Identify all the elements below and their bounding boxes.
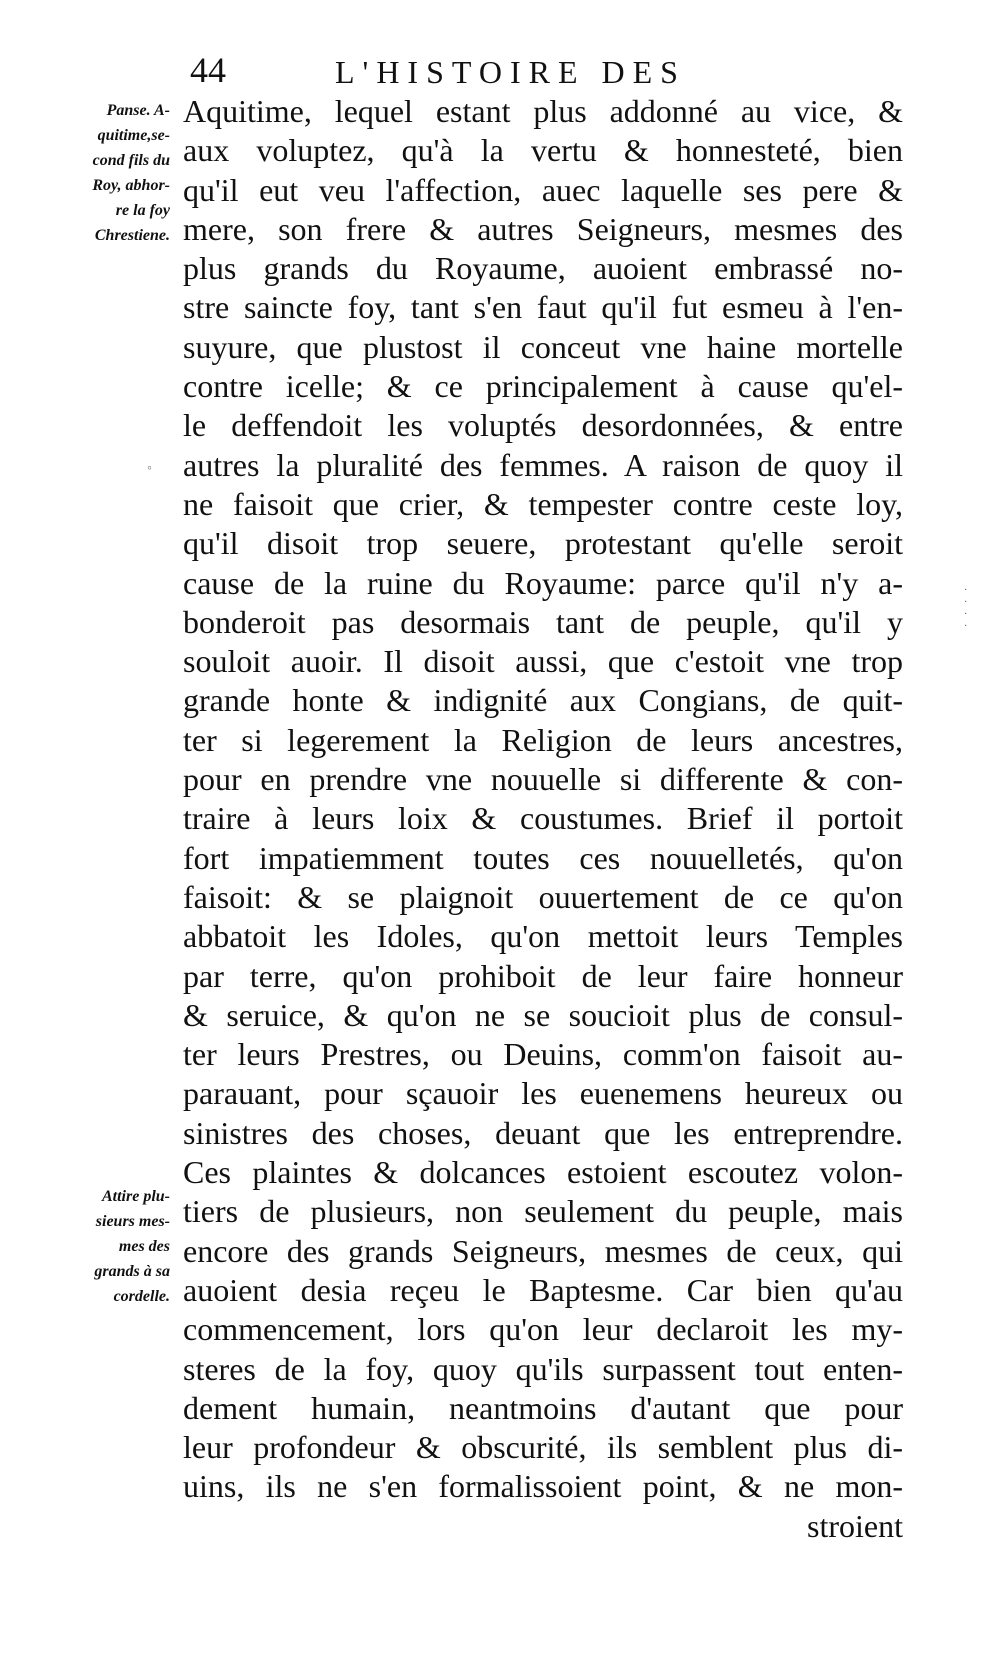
text-line: encore des grands Seigneurs, mesmes de ceux, qui [183, 1232, 903, 1269]
page-number: 44 [190, 50, 226, 90]
text-line: ter si legerement la Religion de leurs ancestres, [183, 721, 903, 758]
text-line: suyure, que plustost il conceut vne haine mortelle [183, 328, 903, 365]
margin-note-line: Panse. A- [106, 102, 170, 119]
margin-note-line: Attire plu- [101, 1188, 170, 1205]
margin-note-line: Chrestiene. [94, 227, 170, 244]
text-line: stre saincte foy, tant s'en faut qu'il fut esmeu à l'en- [183, 289, 903, 326]
text-line: steres de la foy, quoy qu'ils surpassent tout enten- [183, 1350, 903, 1387]
text-line: qu'il eut veu l'affection, auec laquelle ses pere & [183, 171, 903, 208]
text-line: dement humain, neantmoins d'autant que pour [183, 1389, 903, 1426]
text-line: aux voluptez, qu'à la vertu & honnesteté, bien [183, 132, 903, 169]
text-line: pour en prendre vne nouuelle si differente & con- [183, 761, 903, 798]
text-line: cause de la ruine du Royaume: parce qu'il n'y a- [183, 564, 903, 601]
text-line: & seruice, & qu'on ne se soucioit plus de consul- [183, 996, 903, 1033]
margin-note-line: grands à sa [94, 1263, 170, 1280]
body-text [183, 92, 903, 1546]
margin-note-line: quitime,se- [97, 127, 170, 144]
text-line: souloit auoir. Il disoit aussi, que c'estoit vne trop [183, 643, 903, 680]
text-line: mere, son frere & autres Seigneurs, mesmes des [183, 210, 903, 247]
margin-note-line: cordelle. [113, 1288, 170, 1305]
margin-note-line: cond fils du [92, 152, 170, 169]
text-line: bonderoit pas desormais tant de peuple, qu'il y [183, 603, 903, 640]
text-line: ter leurs Prestres, ou Deuins, comm'on faisoit au- [183, 1036, 903, 1073]
text-line: par terre, qu'on prohiboit de leur faire honneur [183, 957, 903, 994]
text-line: grande honte & indignité aux Congians, de quit- [183, 682, 903, 719]
text-line: fort impatiemment toutes ces nouuelletés, qu'on [183, 839, 903, 876]
text-line: traire à leurs loix & coustumes. Brief il portoit [183, 800, 903, 837]
text-line: leur profondeur & obscurité, ils semblent plus di- [183, 1429, 903, 1466]
margin-note-line: mes des [118, 1238, 170, 1255]
margin-note-line: re la foy [115, 202, 170, 219]
text-line: autres la pluralité des femmes. A raison de quoy il [183, 446, 903, 483]
text-line: ne faisoit que crier, & tempester contre ceste loy, [183, 485, 903, 522]
margin-note-line: Roy, abhor- [92, 177, 170, 194]
text-line: Aquitime, lequel estant plus addonné au vice, & [183, 93, 903, 129]
running-head: L'HISTOIRE DES [335, 54, 686, 90]
page-edge-marks: · · · · [964, 585, 968, 632]
text-line: qu'il disoit trop seuere, protestant qu'elle seroit [183, 525, 903, 562]
print-speck: ◦ [147, 461, 152, 476]
margin-note-2 [48, 1184, 170, 1309]
margin-note-line: sieurs mes- [95, 1213, 170, 1230]
text-line: tiers de plusieurs, non seulement du peuple, mais [183, 1193, 903, 1230]
text-line: sinistres des choses, deuant que les entreprendre. [183, 1114, 903, 1151]
catchword: stroient [807, 1507, 903, 1544]
text-line: uins, ils ne s'en formalissoient point, & ne mon- [183, 1468, 903, 1505]
margin-note-1 [48, 98, 170, 248]
text-line: Ces plaintes & dolcances estoient escoutez volon- [183, 1154, 903, 1191]
text-line: abbatoit les Idoles, qu'on mettoit leurs Temples [183, 918, 903, 955]
text-line: auoient desia reçeu le Baptesme. Car bien qu'au [183, 1271, 903, 1308]
text-line: le deffendoit les voluptés desordonnées, & entre [183, 407, 903, 444]
text-line: plus grands du Royaume, auoient embrassé no- [183, 250, 903, 287]
text-line: commencement, lors qu'on leur declaroit les my- [183, 1311, 903, 1348]
text-line: parauant, pour sçauoir les euenemens heureux ou [183, 1075, 903, 1112]
text-line: faisoit: & se plaignoit ouuertement de ce qu'on [183, 878, 903, 915]
text-line: contre icelle; & ce principalement à cause qu'el- [183, 368, 903, 405]
